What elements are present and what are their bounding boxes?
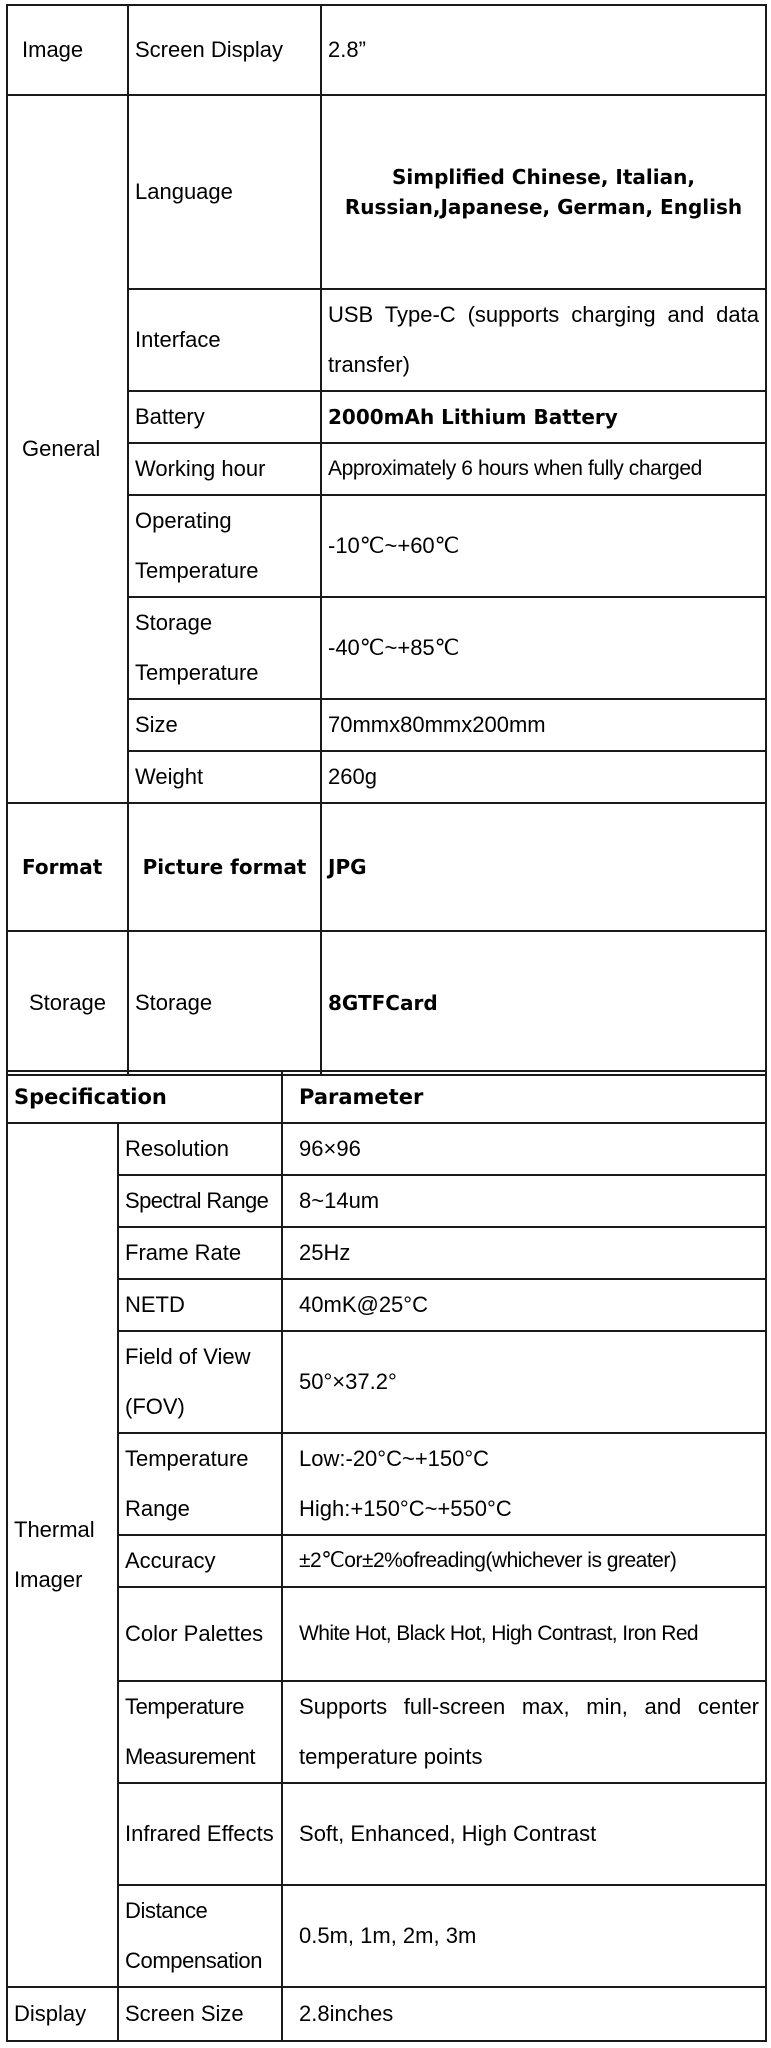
item-value: 2.8”	[321, 5, 766, 95]
table-row	[7, 1783, 766, 1885]
table-header-row	[7, 1071, 766, 1123]
item-label: Interface	[128, 289, 321, 391]
table-row	[7, 1681, 766, 1783]
table-row	[7, 1433, 766, 1535]
item-label: Spectral Range	[118, 1175, 282, 1227]
item-label: Temperature Range	[118, 1433, 282, 1535]
item-label: Frame Rate	[118, 1227, 282, 1279]
table-row	[7, 1587, 766, 1681]
item-label: Screen Size	[118, 1987, 282, 2041]
item-label: Storage	[128, 931, 321, 1075]
item-value: 2000mAh Lithium Battery	[321, 391, 766, 443]
table-row	[7, 5, 766, 95]
item-label: Storage Temperature	[128, 597, 321, 699]
header-parameter: Parameter	[282, 1071, 766, 1123]
table-row	[7, 931, 766, 1075]
item-label: Resolution	[118, 1123, 282, 1175]
item-value: Soft, Enhanced, High Contrast	[282, 1783, 766, 1885]
item-value: ±2℃or±2%ofreading(whichever is greater)	[282, 1535, 766, 1587]
item-value: 0.5m, 1m, 2m, 3m	[282, 1885, 766, 1987]
table-row	[7, 1331, 766, 1433]
category-storage: Storage	[7, 931, 128, 1075]
table-row	[7, 803, 766, 931]
temperature-range-high: High:+150°C~+550°C	[299, 1496, 512, 1521]
item-label: Language	[128, 95, 321, 289]
category-format: Format	[7, 803, 128, 931]
item-value: JPG	[321, 803, 766, 931]
item-label: Color Palettes	[118, 1587, 282, 1681]
item-value: 2.8inches	[282, 1987, 766, 2041]
item-label: NETD	[118, 1279, 282, 1331]
table-row	[7, 1279, 766, 1331]
item-value: Supports full-screen max, min, and center temperature points	[282, 1681, 766, 1783]
table-row	[7, 1535, 766, 1587]
item-label: Screen Display	[128, 5, 321, 95]
item-label: Temperature Measurement	[118, 1681, 282, 1783]
item-value: USB Type-C (supports charging and data transfer)	[321, 289, 766, 391]
item-label: Distance Compensation	[118, 1885, 282, 1987]
item-label: Size	[128, 699, 321, 751]
item-value: Simplified Chinese, Italian, Russian,Japanese, German, English	[321, 95, 766, 289]
category-image: Image	[7, 5, 128, 95]
item-value: 50°×37.2°	[282, 1331, 766, 1433]
item-value: 260g	[321, 751, 766, 803]
item-value: -40℃~+85℃	[321, 597, 766, 699]
spec-table-general	[6, 4, 767, 1076]
spec-table-thermal	[6, 1070, 767, 2042]
header-specification: Specification	[7, 1071, 282, 1123]
item-value: 25Hz	[282, 1227, 766, 1279]
item-value: 8GTFCard	[321, 931, 766, 1075]
item-label: Battery	[128, 391, 321, 443]
item-value: White Hot, Black Hot, High Contrast, Iron Red	[282, 1587, 766, 1681]
item-value: 8~14um	[282, 1175, 766, 1227]
category-display: Display	[7, 1987, 118, 2041]
item-value: 40mK@25°C	[282, 1279, 766, 1331]
item-label: Field of View (FOV)	[118, 1331, 282, 1433]
item-value: -10℃~+60℃	[321, 495, 766, 597]
category-general: General	[7, 95, 128, 803]
category-thermal-imager: Thermal Imager	[7, 1123, 118, 1987]
item-label: Weight	[128, 751, 321, 803]
temperature-range-low: Low:-20°C~+150°C	[299, 1446, 490, 1471]
item-label: Accuracy	[118, 1535, 282, 1587]
item-value: 70mmx80mmx200mm	[321, 699, 766, 751]
item-label: Operating Temperature	[128, 495, 321, 597]
item-value: 96×96	[282, 1123, 766, 1175]
item-label: Picture format	[128, 803, 321, 931]
item-value-range	[282, 1433, 766, 1535]
table-row	[7, 1123, 766, 1175]
table-row	[7, 1885, 766, 1987]
item-value: Approximately 6 hours when fully charged	[321, 443, 766, 495]
table-row	[7, 1227, 766, 1279]
item-label: Infrared Effects	[118, 1783, 282, 1885]
table-row	[7, 1175, 766, 1227]
table-row	[7, 95, 766, 289]
table-row	[7, 1987, 766, 2041]
item-label: Working hour	[128, 443, 321, 495]
